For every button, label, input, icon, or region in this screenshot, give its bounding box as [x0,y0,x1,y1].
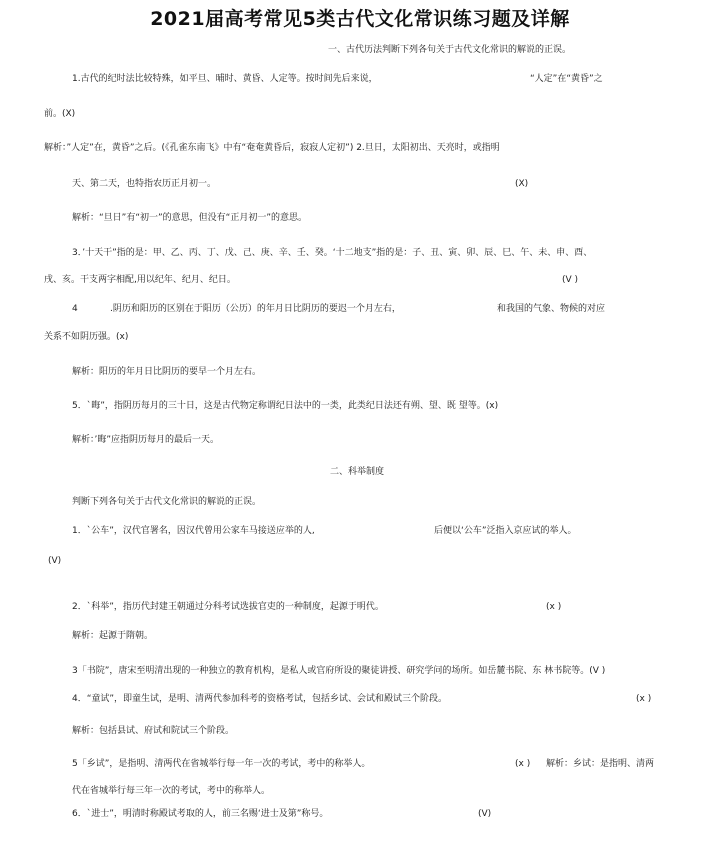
s1-q2-text: 天、第二天，也特指农历正月初一。 [72,179,217,189]
s1-q3-text: 3．’十天干”指的是：甲、乙、丙、丁、戊、己、庚、辛、壬、癸。‘十二地支”指的是：子、丑、寅、卯、辰、巳、午、未、申、酉、 [72,248,593,258]
s2-q4-answer-mark: (x ) [636,694,652,704]
s1-q2-answer-mark: (X) [515,179,529,189]
s2-q6-text: 6．`进士”，明清时称殿试考取的人，前三名赐‘进士及第”称号。 [72,809,329,819]
s1-q5-text: 5．`晦”，指阴历每月的三十日，这是古代物定称谓纪日法中的一类，此类纪日法还有朔、望、既 望等。(x) [72,401,499,411]
s2-q3-text: 3「书院”，唐宋至明清出现的一种独立的教育机构，是私人或官府所设的聚徒讲授、研究学问的场所。如岳麓书院、东 林书院等。(V ) [72,666,606,676]
s1-q3-text-cont: 戌、亥。干支两字相配,用以纪年、纪月、纪日。 [44,275,236,285]
s1-q1-text: 1.古代的纪时法比较特殊，如平旦、晡时、黄昏、人定等。按时间先后来说， [72,74,378,84]
s1-q1-text-cont: “人定”在“黄昏”之 [530,74,603,84]
s2-q1-text: 1．`公车”，汉代官署名，因汉代曾用公家车马接送应举的人, [72,526,315,536]
s1-q4-text-cont: 和我国的气象、物候的对应 [497,304,606,314]
s2-q2-text: 2．`科举”，指历代封建王朝通过分科考试选拔官吏的一种制度，起源于明代。 [72,602,384,612]
section2-intro: 判断下列各句关于古代文化常识的解说的正误。 [72,497,262,507]
s1-q3-answer-mark: (V ) [562,275,579,285]
s2-q2-explanation: 解析：起源于隋朝。 [72,631,154,641]
s2-q5-explanation: 解析：乡试：是指明、清两 [546,759,655,769]
s2-q4-explanation: 解析：包括县试、府试和院试三个阶段。 [72,726,235,736]
s2-q4-text: 4．“童试”，即童生试，是明、清两代参加科考的资格考试，包括乡试、会试和殿试三个阶段。 [72,694,448,704]
s1-q4-text-cont2: 关系不如阴历强。(x) [44,332,129,342]
section1-heading: 一、古代历法判断下列各句关于古代文化常识的解说的正误。 [328,45,572,55]
s1-q4-text: .阴历和阳历的区别在于阳历（公历）的年月日比阴历的要迟一个月左右， [110,304,401,314]
document-title: 2021届高考常见5类古代文化常识练习题及详解 [150,8,570,30]
s1-q4-explanation: 解析：阳历的年月日比阴历的要早一个月左右。 [72,367,262,377]
s2-q5-text: 5「乡试”，是指明、清两代在省城举行每一年一次的考试，考中的称举人。 [72,759,371,769]
s1-q2-explanation: 解析：“旦日”有“初一”的意思，但没有“正月初一”的意思。 [72,213,307,223]
s2-q5-explanation-cont: 代在省城举行每三年一次的考试，考中的称举人。 [72,786,271,796]
s1-q1-answer-mark: 前。(X) [44,109,76,119]
section2-heading: 二、科举制度 [330,467,385,477]
s2-q5-answer-mark: (x ) [515,759,531,769]
s2-q1-text-cont: 后便以‘公车”泛指入京应试的举人。 [434,526,577,536]
s1-q4-number: 4 [72,304,78,314]
s1-q5-explanation: 解析：’晦”应指阴历每月的最后一天。 [72,435,220,445]
s2-q6-answer-mark: (V) [478,809,492,819]
s2-q2-answer-mark: (x ) [546,602,562,612]
s2-q1-answer-mark: (V) [48,556,62,566]
s1-q1-explanation: 解析：”人定”在，黄昏”之后。(《孔雀东南飞》中有“奄奄黄昏后，寂寂人定初”) 2.旦日，太阳初出、天亮时，或指明 [44,143,500,153]
